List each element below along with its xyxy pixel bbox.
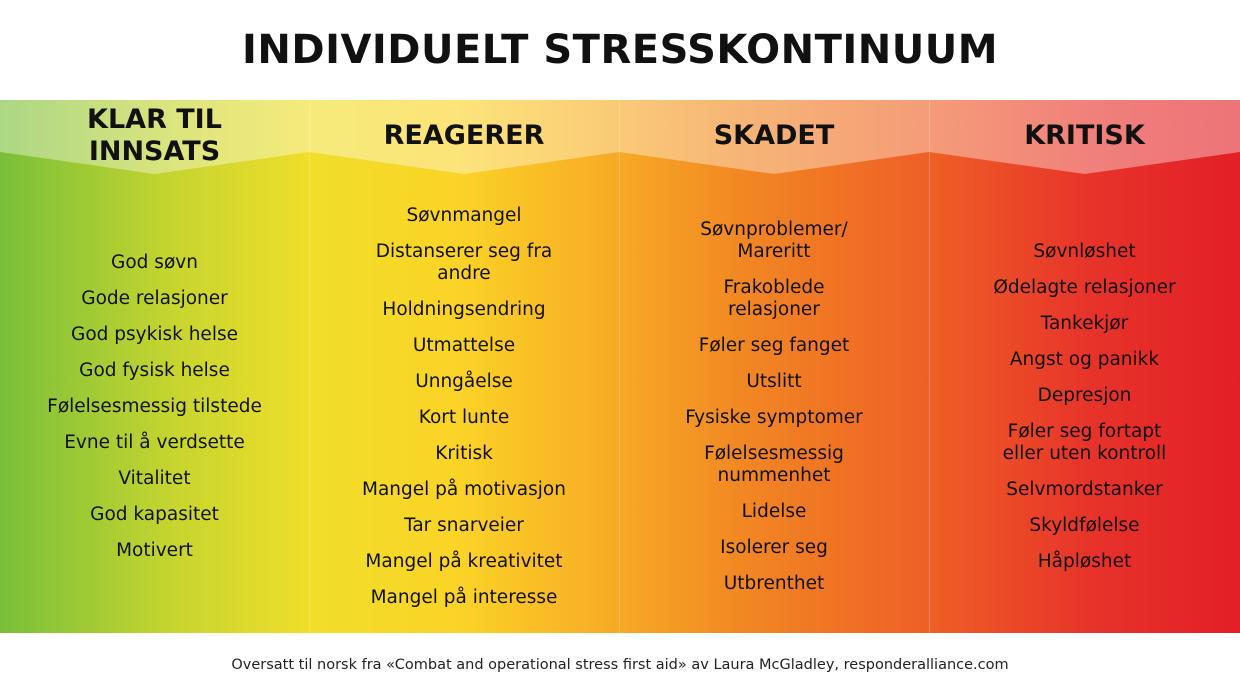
column-header: SKADET [713,120,835,151]
stress-indicator-item: Unngåelse [415,370,513,392]
stress-indicator-item: Skyldfølelse [1029,514,1140,536]
stress-indicator-item: Følelsesmessig tilstede [47,395,262,417]
stress-indicator-item: Mangel på interesse [370,586,558,608]
stress-indicator-item: Ødelagte relasjoner [993,276,1176,298]
stress-indicator-item: Distanserer seg fra andre [375,240,553,284]
column-header: KLAR TIL INNSATS [87,104,222,167]
stress-indicator-item: Utbrenthet [723,572,825,594]
stress-indicator-item: Evne til å verdsette [64,431,245,453]
column-items [619,190,929,623]
stress-indicator-item: Håpløshet [1037,550,1132,572]
column-items [0,190,309,623]
stress-indicator-item: Søvnproblemer/ Mareritt [700,218,848,262]
stress-indicator-item: Mangel på motivasjon [362,478,566,500]
column-injured [619,100,929,633]
stress-indicator-item: God fysisk helse [79,359,230,381]
column-header: KRITISK [1024,120,1145,151]
stress-indicator-item: Følelsesmessig nummenhet [704,442,844,486]
stress-indicator-item: Lidelse [741,500,807,522]
stress-indicator-item: Søvnmangel [406,204,522,226]
stress-indicator-item: Føler seg fanget [698,334,850,356]
stress-indicator-item: Søvnløshet [1033,240,1136,262]
source-footer: Oversatt til norsk fra «Combat and operational stress first aid» av Laura McGladley, responderalliance.com [231,657,1009,673]
stress-indicator-item: Utmattelse [412,334,516,356]
stress-indicator-item: Holdningsendring [382,298,546,320]
stress-indicator-item: Kort lunte [418,406,510,428]
stress-indicator-item: God søvn [111,251,198,273]
column-ready [0,100,309,633]
stress-indicator-item: Isolerer seg [720,536,828,558]
stress-indicator-item: Fysiske symptomer [685,406,863,428]
stress-indicator-item: Tankekjør [1040,312,1129,334]
stress-indicator-item: Mangel på kreativitet [365,550,563,572]
stress-indicator-item: Motivert [116,539,193,561]
stress-indicator-item: Vitalitet [118,467,191,489]
stress-continuum-band [0,100,1240,633]
column-items [929,190,1240,623]
stress-indicator-item: Angst og panikk [1009,348,1160,370]
stress-indicator-item: Føler seg fortapt eller uten kontroll [1002,420,1167,464]
page-title: INDIVIDUELT STRESSKONTINUUM [242,27,998,73]
column-critical [929,100,1240,633]
stress-indicator-item: Kritisk [435,442,493,464]
stress-indicator-item: God kapasitet [90,503,219,525]
stress-indicator-item: Tar snarveier [404,514,524,536]
stress-indicator-item: God psykisk helse [71,323,238,345]
column-header: REAGERER [383,120,545,151]
stress-indicator-item: Utslitt [746,370,802,392]
column-reacting [309,100,619,633]
stress-indicator-item: Gode relasjoner [81,287,228,309]
stress-columns [0,100,1240,633]
column-items [309,190,619,623]
stress-indicator-item: Depresjon [1037,384,1132,406]
stress-indicator-item: Selvmordstanker [1006,478,1163,500]
stress-indicator-item: Frakoblede relasjoner [723,276,825,320]
